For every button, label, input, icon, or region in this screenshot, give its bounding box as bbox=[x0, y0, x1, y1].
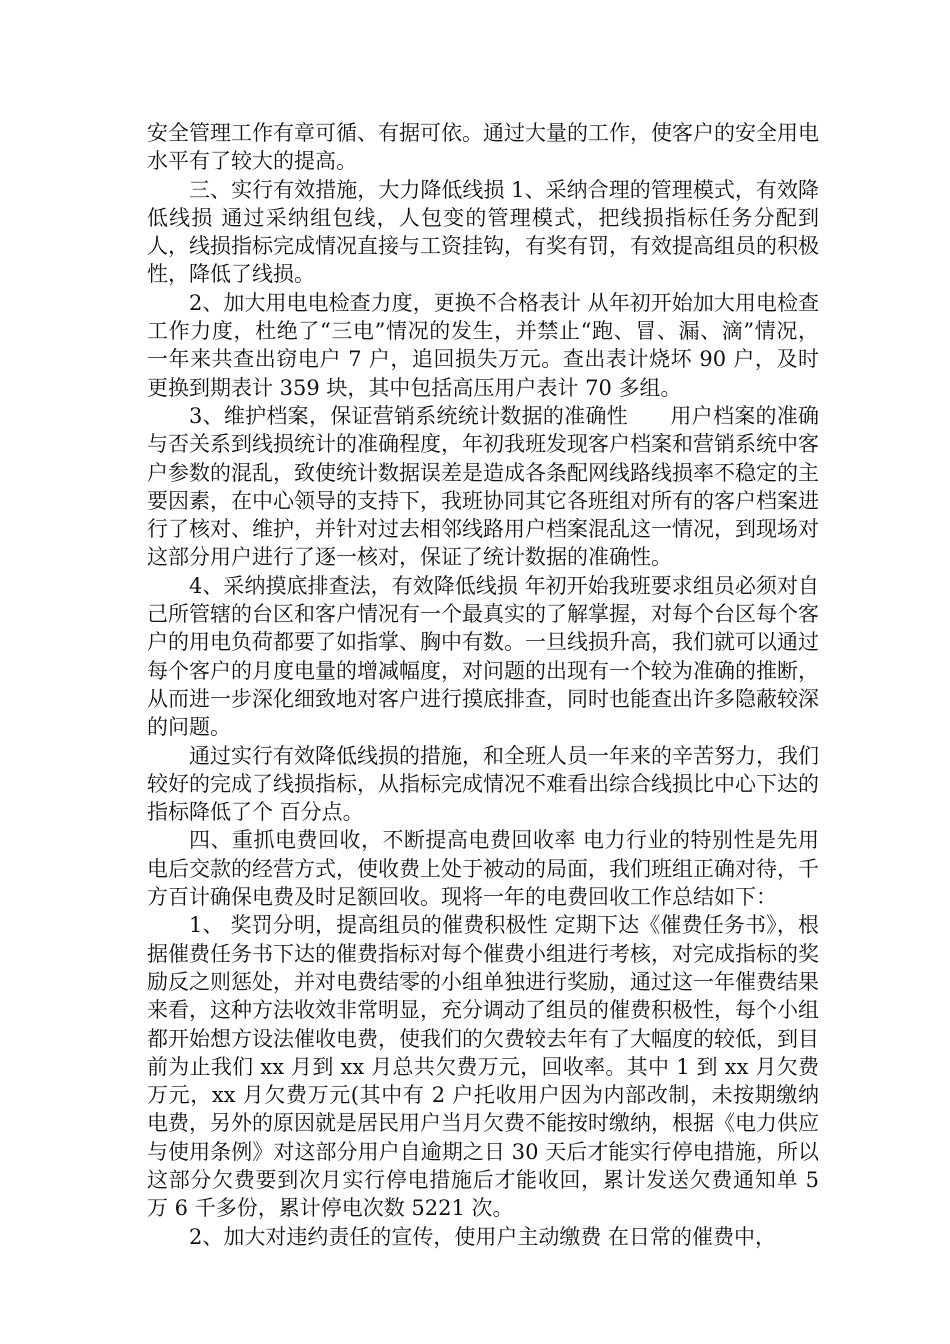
paragraph-fee-recovery-heading: 四、重抓电费回收，不断提高电费回收率 电力行业的特别性是先用电后交款的经营方式，使收费上处于被动的局面，我们班组正确对待，千方百计确保电费及时足额回收。现将一年的电费回收工作总结如下： bbox=[147, 828, 819, 910]
paragraph-survey-method: 4、采纳摸底排查法，有效降低线损 年初开始我班要求组员必须对自己所管辖的台区和客户情况有一个最真实的了解掌握，对每个台区每个客户的用电负荷都要了如指掌、胸中有数。一旦线损升高，我们就可以通过每个客户的月度电量的增减幅度，对问题的出现有一个较为准确的推断，从而进一步深化细致地对客户进行摸底排查，同时也能查出许多隐蔽较深的问题。 bbox=[147, 573, 819, 740]
paragraph-line-loss-management: 三、实行有效措施，大力降低线损 1、采纳合理的管理模式，有效降低线损 通过采纳组包线，人包变的管理模式，把线损指标任务分配到人，线损指标完成情况直接与工资挂钩，有奖有罚，有效提高组员的积极性，降低了线损。 bbox=[147, 177, 819, 287]
paragraph-line-loss-result: 通过实行有效降低线损的措施，和全班人员一年来的辛苦努力，我们较好的完成了线损指标，从指标完成情况不难看出综合线损比中心下达的指标降低了个 百分点。 bbox=[147, 743, 819, 825]
paragraph-reward-punishment: 1、 奖罚分明，提高组员的催费积极性 定期下达《催费任务书》，根据催费任务书下达的催费指标对每个催费小组进行考核，对完成指标的奖励反之则惩处，并对电费结零的小组单独进行奖励，通过这一年催费结果来看，这种方法收效非常明显，充分调动了组员的催费积极性，每个小组都开始想方设法催收电费，使我们的欠费较去年有了大幅度的较低，到目前为止我们 xx 月到 xx 月总共欠费万元，回收率。其中 1 到 xx 月欠费万元，xx 月欠费万元(其中有 2 户托收用户因为内部改制，未按期缴纳电费，另外的原因就是居民用户当月欠费不能按时缴纳，根据《电力供应与使用条例》对这部分用户自逾期之日 30 天后才能实行停电措施，所以这部分欠费要到次月实行停电措施后才能收回，累计发送欠费通知单 5 万 6 千多份，累计停电次数 5221 次。 bbox=[147, 913, 819, 1221]
paragraph-archive-maintenance: 3、维护档案，保证营销系统统计数据的准确性 用户档案的准确与否关系到线损统计的准确程度，年初我班发现客户档案和营销系统中客户参数的混乱，致使统计数据误差是造成各条配网线路线损率不稳定的主要因素，在中心领导的支持下，我班协同其它各班组对所有的客户档案进行了核对、维护，并针对过去相邻线路用户档案混乱这一情况，到现场对这部分用户进行了逐一核对，保证了统计数据的准确性。 bbox=[147, 403, 819, 570]
paragraph-meter-inspection: 2、加大用电电检查力度，更换不合格表计 从年初开始加大用电检查工作力度，杜绝了“三电”情况的发生，并禁止“跑、冒、漏、滴”情况，一年来共查出窃电户 7 户，追回损失万元。查出表计烧坏 90 户，及时更换到期表计 359 块，其中包括高压用户表计 70 多组。 bbox=[147, 290, 819, 400]
paragraph-liability-publicity: 2、加大对违约责任的宣传，使用户主动缴费 在日常的催费中， bbox=[189, 1224, 777, 1249]
paragraph-safety-summary: 安全管理工作有章可循、有据可依。通过大量的工作，使客户的安全用电水平有了较大的提高。 bbox=[147, 121, 819, 174]
document-body bbox=[147, 119, 819, 1251]
